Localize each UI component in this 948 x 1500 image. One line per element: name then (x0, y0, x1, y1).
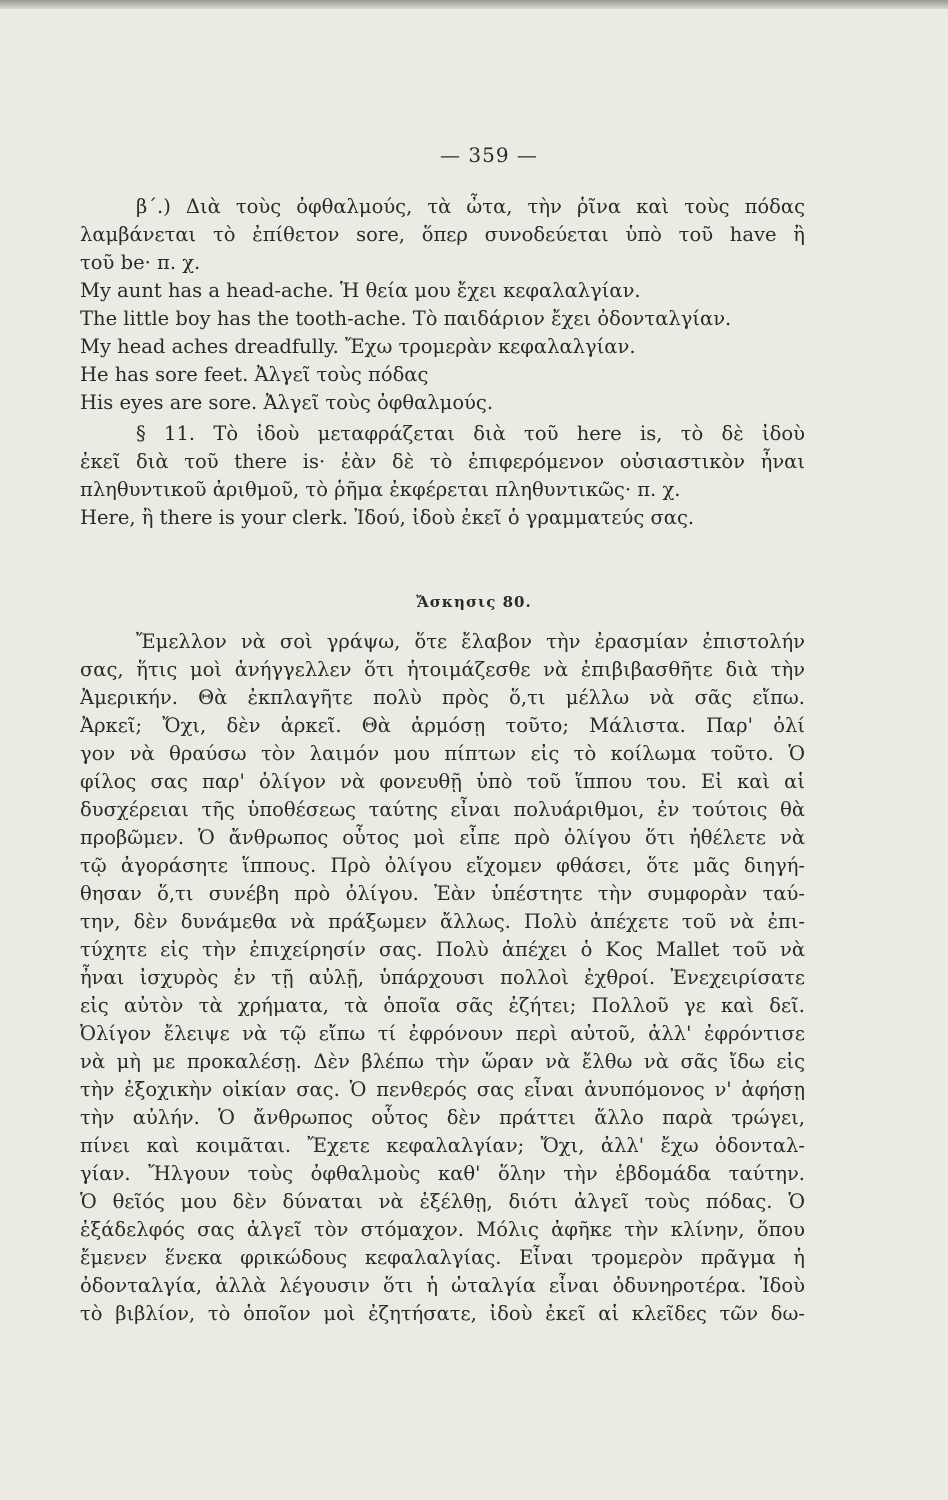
text-line: τὴν ἐξοχικὴν οἰκίαν σας. Ὁ πενθερός σας εἶναι ἀνυπόμονος ν' ἀφήσῃ (80, 1078, 805, 1101)
text-line: σας, ἥτις μοὶ ἀνήγγελλεν ὅτι ἡτοιμάζεσθε νὰ ἐπιβιβασθῆτε διὰ τὴν (80, 658, 805, 681)
text-line: He has sore feet. Ἀλγεῖ τοὺς πόδας (80, 363, 429, 386)
text-line: ἦναι ἰσχυρὸς ἐν τῇ αὐλῇ, ὑπάρχουσι πολλοὶ ἐχθροί. Ἐνεχειρίσατε (80, 966, 805, 989)
text-line: τὴν αὐλήν. Ὁ ἄνθρωπος οὗτος δὲν πράττει ἄλλο παρὰ τρώγει, (80, 1106, 805, 1129)
text-line: Ὁ θεῖός μου δὲν δύναται νὰ ἐξέλθῃ, διότι ἀλγεῖ τοὺς πόδας. Ὁ (80, 1190, 805, 1213)
page-number: — 359 — (440, 143, 538, 167)
text-line: ἔμενεν ἕνεκα φρικώδους κεφαλαλγίας. Εἶναι τρομερὸν πρᾶγμα ἡ (80, 1246, 805, 1269)
exercise-heading: Ἄσκησις 80. (416, 593, 532, 611)
text-line: τῷ ἀγοράσητε ἵππους. Πρὸ ὀλίγου εἴχομεν φθάσει, ὅτε μᾶς διηγή- (80, 854, 805, 877)
text-line: My head aches dreadfully. Ἔχω τρομερὰν κεφαλαλγίαν. (80, 335, 636, 358)
exercise-80-text (80, 628, 805, 1328)
text-line: τοῦ be· π. χ. (80, 251, 201, 274)
text-line: Ἔμελλον νὰ σοὶ γράψω, ὅτε ἔλαβον τὴν ἐρασμίαν ἐπιστολήν (136, 630, 805, 653)
text-line: ἐκεῖ διὰ τοῦ there is· ἐὰν δὲ τὸ ἐπιφερόμενον οὐσιαστικὸν ἦναι (80, 450, 805, 473)
text-line: Ἀρκεῖ; Ὄχι, δὲν ἀρκεῖ. Θὰ ἁρμόσῃ τοῦτο; Μάλιστα. Παρ' ὀλί (80, 714, 805, 737)
text-line: εἰς αὐτὸν τὰ χρήματα, τὰ ὁποῖα σᾶς ἐζήτει; Πολλοῦ γε καὶ δεῖ. (80, 994, 805, 1017)
text-line: τὸ βιβλίον, τὸ ὁποῖον μοὶ ἐζητήσατε, ἰδοὺ ἐκεῖ αἱ κλεῖδες τῶν δω- (80, 1302, 805, 1325)
paragraph-beta-sore (80, 193, 805, 417)
paragraph-section-11 (80, 420, 805, 532)
text-line: ἐξάδελφός σας ἀλγεῖ τὸν στόμαχον. Μόλις ἀφῆκε τὴν κλίνην, ὅπου (80, 1218, 805, 1241)
text-line: β΄.) Διὰ τοὺς ὀφθαλμούς, τὰ ὦτα, τὴν ῥῖνα καὶ τοὺς πόδας (136, 195, 805, 218)
text-line: θησαν ὅ,τι συνέβη πρὸ ὀλίγου. Ἐὰν ὑπέστητε τὴν συμφορὰν ταύ- (80, 882, 805, 905)
text-line: My aunt has a head-ache. Ἡ θεία μου ἔχει κεφαλαλγίαν. (80, 279, 641, 302)
text-line: την, δὲν δυνάμεθα νὰ πράξωμεν ἄλλως. Πολὺ ἀπέχετε τοῦ νὰ ἐπι- (80, 910, 805, 933)
text-line: His eyes are sore. Ἀλγεῖ τοὺς ὀφθαλμούς. (80, 391, 494, 414)
scan-top-edge (0, 0, 948, 9)
text-line: δυσχέρειαι τῆς ὑποθέσεως ταύτης εἶναι πολυάριθμοι, ἐν τούτοις θὰ (80, 798, 805, 821)
text-line: § 11. Τὸ ἰδοὺ μεταφράζεται διὰ τοῦ here is, τὸ δὲ ἰδοὺ (136, 422, 805, 445)
text-line: νὰ μὴ με προκαλέσῃ. Δὲν βλέπω τὴν ὥραν νὰ ἔλθω νὰ σᾶς ἴδω εἰς (80, 1050, 805, 1073)
text-line: τύχητε εἰς τὴν ἐπιχείρησίν σας. Πολὺ ἀπέχει ὁ Κος Mallet τοῦ νὰ (80, 938, 805, 961)
text-line: The little boy has the tooth-ache. Τὸ παιδάριον ἔχει ὀδονταλγίαν. (80, 307, 732, 330)
text-line: γον νὰ θραύσω τὸν λαιμόν μου πίπτων εἰς τὸ κοίλωμα τοῦτο. Ὁ (80, 742, 805, 765)
text-line: γίαν. Ἤλγουν τοὺς ὀφθαλμοὺς καθ' ὅλην τὴν ἑβδομάδα ταύτην. (80, 1162, 805, 1185)
text-line: πληθυντικοῦ ἀριθμοῦ, τὸ ῥῆμα ἐκφέρεται πληθυντικῶς· π. χ. (80, 478, 681, 501)
text-line: φίλος σας παρ' ὀλίγον νὰ φονευθῇ ὑπὸ τοῦ ἵππου του. Εἰ καὶ αἱ (80, 770, 805, 793)
text-line: Ὀλίγον ἔλειψε νὰ τῷ εἴπω τί ἐφρόνουν περὶ αὐτοῦ, ἀλλ' ἐφρόντισε (80, 1022, 805, 1045)
text-line: Ἀμερικήν. Θὰ ἐκπλαγῆτε πολὺ πρὸς ὅ,τι μέλλω νὰ σᾶς εἴπω. (80, 686, 805, 709)
text-line: λαμβάνεται τὸ ἐπίθετον sore, ὅπερ συνοδεύεται ὑπὸ τοῦ have ἢ (80, 223, 805, 246)
text-line: πίνει καὶ κοιμᾶται. Ἔχετε κεφαλαλγίαν; Ὄχι, ἀλλ' ἔχω ὀδονταλ- (80, 1134, 805, 1157)
text-line: ὀδονταλγία, ἀλλὰ λέγουσιν ὅτι ἡ ὠταλγία εἶναι ὀδυνηροτέρα. Ἰδοὺ (80, 1274, 805, 1297)
text-line: προβῶμεν. Ὁ ἄνθρωπος οὗτος μοὶ εἶπε πρὸ ὀλίγου ὅτι ἠθέλετε νὰ (80, 826, 805, 849)
text-line: Here, ἢ there is your clerk. Ἰδού, ἰδοὺ ἐκεῖ ὁ γραμματεύς σας. (80, 506, 695, 529)
